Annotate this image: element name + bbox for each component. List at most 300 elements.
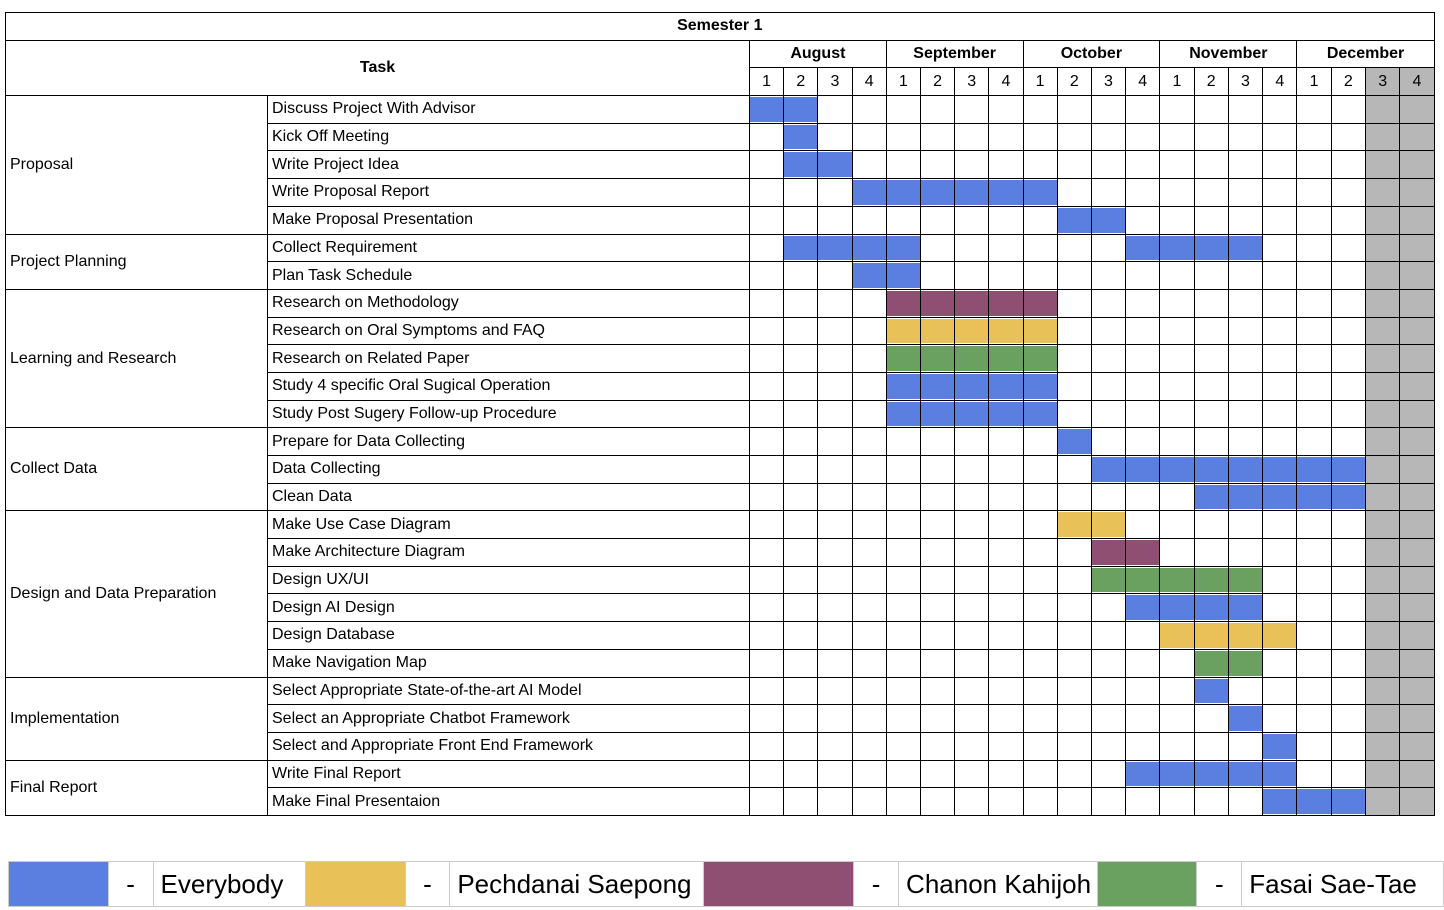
week-cell [1023,345,1057,373]
month-header: August [750,40,887,68]
week-cell [784,788,818,816]
task-label: Write Project Idea [268,151,750,179]
week-label: 3 [1366,68,1400,96]
week-cell [1160,206,1194,234]
legend-dash: - [108,862,153,907]
week-cell [955,677,989,705]
week-cell [955,788,989,816]
gantt-bar [1195,457,1228,482]
category-label: Project Planning [6,234,268,289]
week-cell [1366,622,1400,650]
week-label: 2 [1194,68,1228,96]
week-cell [1263,372,1297,400]
week-cell [784,96,818,124]
week-label: 2 [1331,68,1365,96]
week-cell [1331,732,1365,760]
week-cell [920,400,954,428]
week-cell [1331,760,1365,788]
week-cell [1091,760,1125,788]
week-cell [1160,372,1194,400]
week-cell [1091,345,1125,373]
week-cell [989,732,1023,760]
week-cell [750,317,784,345]
week-cell [886,732,920,760]
week-cell [886,760,920,788]
week-cell [1366,594,1400,622]
week-cell [1091,732,1125,760]
week-cell [1091,594,1125,622]
week-cell [1126,760,1160,788]
week-cell [1057,428,1091,456]
gantt-bar [1263,789,1296,814]
week-cell [1091,705,1125,733]
week-cell [1297,649,1331,677]
week-cell [955,428,989,456]
week-cell [1194,372,1228,400]
week-cell [1263,179,1297,207]
week-cell [989,566,1023,594]
week-cell [1263,732,1297,760]
week-cell [1263,539,1297,567]
week-cell [920,705,954,733]
week-cell [1126,372,1160,400]
gantt-bar [1195,623,1228,648]
gantt-bar [887,319,920,344]
week-cell [750,705,784,733]
week-label: 3 [1228,68,1262,96]
week-label: 4 [1126,68,1160,96]
week-cell [1023,483,1057,511]
week-cell [1366,677,1400,705]
week-cell [1228,511,1262,539]
week-cell [1160,345,1194,373]
gantt-bar [955,402,988,427]
week-label: 2 [920,68,954,96]
gantt-bar [955,180,988,205]
week-cell [1126,400,1160,428]
week-cell [750,483,784,511]
week-cell [886,151,920,179]
week-cell [1400,345,1434,373]
task-label: Design AI Design [268,594,750,622]
week-cell [1228,622,1262,650]
week-cell [886,705,920,733]
week-cell [989,649,1023,677]
week-cell [1400,456,1434,484]
week-cell [1057,262,1091,290]
week-cell [1160,289,1194,317]
week-cell [1160,483,1194,511]
week-cell [955,179,989,207]
week-cell [1194,234,1228,262]
week-cell [1228,96,1262,124]
week-cell [1126,179,1160,207]
week-cell [955,622,989,650]
week-cell [1263,96,1297,124]
week-cell [1400,262,1434,290]
week-cell [1057,705,1091,733]
week-cell [818,622,852,650]
week-cell [989,96,1023,124]
week-cell [1160,123,1194,151]
task-label: Prepare for Data Collecting [268,428,750,456]
week-cell [784,622,818,650]
week-cell [784,649,818,677]
task-label: Collect Requirement [268,234,750,262]
week-cell [1160,649,1194,677]
week-cell [784,206,818,234]
week-cell [920,760,954,788]
task-label: Study Post Sugery Follow-up Procedure [268,400,750,428]
week-cell [1366,123,1400,151]
week-cell [1331,649,1365,677]
task-label: Kick Off Meeting [268,123,750,151]
week-cell [750,372,784,400]
week-cell [1228,234,1262,262]
week-cell [1160,539,1194,567]
week-cell [920,123,954,151]
week-cell [1400,317,1434,345]
week-cell [818,234,852,262]
week-cell [818,539,852,567]
week-cell [1194,317,1228,345]
week-cell [1400,649,1434,677]
week-cell [1057,539,1091,567]
gantt-bar [1297,789,1330,814]
week-cell [1023,400,1057,428]
week-cell [1126,511,1160,539]
week-cell [1400,400,1434,428]
week-cell [989,788,1023,816]
week-cell [1057,289,1091,317]
week-cell [1126,705,1160,733]
week-cell [852,123,886,151]
week-cell [1091,428,1125,456]
gantt-bar [1263,734,1296,759]
week-cell [1331,483,1365,511]
week-cell [989,511,1023,539]
week-cell [1126,456,1160,484]
task-label: Design Database [268,622,750,650]
week-cell [1366,345,1400,373]
week-cell [1400,677,1434,705]
gantt-bar [1195,595,1228,620]
week-cell [818,428,852,456]
week-cell [1091,206,1125,234]
week-cell [1023,151,1057,179]
week-cell [886,594,920,622]
week-cell [1057,400,1091,428]
week-cell [1263,594,1297,622]
week-cell [1023,428,1057,456]
week-cell [1366,732,1400,760]
week-cell [1057,622,1091,650]
task-column-header: Task [6,40,750,95]
week-cell [1023,594,1057,622]
week-cell [750,677,784,705]
week-cell [1400,372,1434,400]
week-cell [1194,151,1228,179]
week-cell [1057,594,1091,622]
week-cell [818,566,852,594]
gantt-bar [921,291,954,316]
category-label: Collect Data [6,428,268,511]
week-cell [886,511,920,539]
week-cell [1194,566,1228,594]
week-cell [1126,317,1160,345]
week-cell [1194,262,1228,290]
week-cell [989,372,1023,400]
week-cell [1023,732,1057,760]
week-cell [1400,234,1434,262]
week-cell [1160,400,1194,428]
week-cell [1228,123,1262,151]
week-cell [1091,788,1125,816]
week-cell [1023,262,1057,290]
category-label: Design and Data Preparation [6,511,268,677]
week-cell [750,732,784,760]
week-cell [818,456,852,484]
task-label: Data Collecting [268,456,750,484]
gantt-bar [989,402,1022,427]
gantt-bar [989,319,1022,344]
week-cell [818,289,852,317]
week-cell [1331,317,1365,345]
month-header: October [1023,40,1160,68]
task-label: Write Final Report [268,760,750,788]
legend-swatch-everybody [9,862,109,907]
week-cell [920,788,954,816]
week-cell [818,317,852,345]
week-cell [1160,566,1194,594]
gantt-bar [784,152,817,177]
gantt-bar [1058,429,1091,454]
gantt-bar [784,125,817,150]
week-cell [920,289,954,317]
week-cell [1160,179,1194,207]
week-cell [989,400,1023,428]
week-cell [886,649,920,677]
week-cell [1126,594,1160,622]
week-cell [1400,566,1434,594]
week-cell [1023,677,1057,705]
gantt-bar [1024,291,1057,316]
week-cell [1091,262,1125,290]
week-cell [1228,345,1262,373]
gantt-bar [887,236,920,261]
week-cell [955,345,989,373]
week-cell [920,234,954,262]
week-cell [1297,483,1331,511]
week-cell [1366,372,1400,400]
week-cell [955,234,989,262]
week-cell [1400,428,1434,456]
gantt-bar [1263,623,1296,648]
week-cell [1331,123,1365,151]
legend-dash: - [1197,862,1242,907]
week-cell [1194,622,1228,650]
gantt-bar [1263,762,1296,787]
week-cell [989,123,1023,151]
gantt-bar [1092,568,1125,593]
week-cell [989,594,1023,622]
week-cell [1331,206,1365,234]
week-cell [1091,400,1125,428]
week-cell [920,511,954,539]
week-cell [886,123,920,151]
week-cell [920,456,954,484]
week-cell [989,345,1023,373]
legend-label-chanon: Chanon Kahijoh [899,862,1098,907]
week-cell [1057,234,1091,262]
week-cell [1023,566,1057,594]
week-cell [1366,179,1400,207]
week-cell [955,705,989,733]
week-cell [852,760,886,788]
week-cell [989,262,1023,290]
week-cell [1057,649,1091,677]
gantt-bar [1024,402,1057,427]
week-cell [1023,96,1057,124]
week-cell [1194,677,1228,705]
gantt-bar [1297,485,1330,510]
week-cell [1194,539,1228,567]
week-cell [750,400,784,428]
gantt-bar [1126,236,1159,261]
gantt-bar [921,180,954,205]
week-cell [1297,539,1331,567]
task-label: Clean Data [268,483,750,511]
week-cell [1331,428,1365,456]
week-cell [784,705,818,733]
gantt-bar [1229,485,1262,510]
week-cell [1160,677,1194,705]
week-cell [1366,289,1400,317]
week-cell [989,539,1023,567]
gantt-bar [887,291,920,316]
gantt-bar [921,374,954,399]
category-label: Final Report [6,760,268,815]
week-cell [1228,179,1262,207]
week-cell [818,262,852,290]
week-cell [1023,123,1057,151]
week-cell [784,151,818,179]
semester-title: Semester 1 [6,13,1435,41]
week-label: 1 [1297,68,1331,96]
week-cell [989,428,1023,456]
week-cell [784,594,818,622]
week-cell [852,179,886,207]
week-cell [920,317,954,345]
gantt-bar [955,374,988,399]
week-cell [1366,456,1400,484]
gantt-bar [784,97,817,122]
week-cell [920,566,954,594]
week-cell [818,649,852,677]
week-cell [1366,317,1400,345]
week-cell [1297,372,1331,400]
week-cell [1366,483,1400,511]
gantt-bar [921,346,954,371]
week-cell [989,622,1023,650]
week-cell [1057,179,1091,207]
week-cell [1023,705,1057,733]
week-cell [1400,483,1434,511]
week-cell [1126,732,1160,760]
week-cell [852,372,886,400]
task-label: Study 4 specific Oral Sugical Operation [268,372,750,400]
week-cell [1091,677,1125,705]
week-cell [955,317,989,345]
week-cell [1263,345,1297,373]
week-cell [1400,206,1434,234]
week-cell [1194,760,1228,788]
week-cell [784,345,818,373]
week-cell [920,372,954,400]
gantt-bar [1195,762,1228,787]
gantt-bar [1092,457,1125,482]
week-cell [1160,234,1194,262]
week-cell [886,400,920,428]
week-cell [1228,206,1262,234]
week-cell [1331,677,1365,705]
week-cell [1400,705,1434,733]
week-cell [1160,705,1194,733]
week-cell [1331,594,1365,622]
week-cell [852,788,886,816]
week-cell [1263,289,1297,317]
week-cell [750,539,784,567]
gantt-bar [1160,236,1193,261]
week-cell [1091,566,1125,594]
gantt-bar [1126,540,1159,565]
gantt-bar [887,346,920,371]
legend-label-pechdanai: Pechdanai Saepong [450,862,704,907]
gantt-bar [1126,457,1159,482]
week-cell [1228,649,1262,677]
week-cell [1126,649,1160,677]
week-cell [1400,511,1434,539]
gantt-bar [1092,208,1125,233]
gantt-bar [1160,623,1193,648]
week-cell [1194,123,1228,151]
week-cell [1126,788,1160,816]
week-cell [1057,372,1091,400]
week-label: 4 [989,68,1023,96]
week-cell [1263,400,1297,428]
task-label: Make Navigation Map [268,649,750,677]
task-label: Make Architecture Diagram [268,539,750,567]
week-cell [1297,400,1331,428]
week-cell [920,179,954,207]
gantt-bar [818,236,851,261]
gantt-table [5,12,1435,816]
week-cell [886,289,920,317]
week-cell [1263,456,1297,484]
task-row [6,96,1435,124]
week-cell [852,594,886,622]
week-cell [1126,123,1160,151]
gantt-bar [1229,651,1262,676]
week-cell [886,566,920,594]
week-cell [784,677,818,705]
week-cell [784,539,818,567]
week-cell [1331,151,1365,179]
week-cell [1366,649,1400,677]
gantt-bar [1024,346,1057,371]
week-cell [852,345,886,373]
week-cell [1228,372,1262,400]
